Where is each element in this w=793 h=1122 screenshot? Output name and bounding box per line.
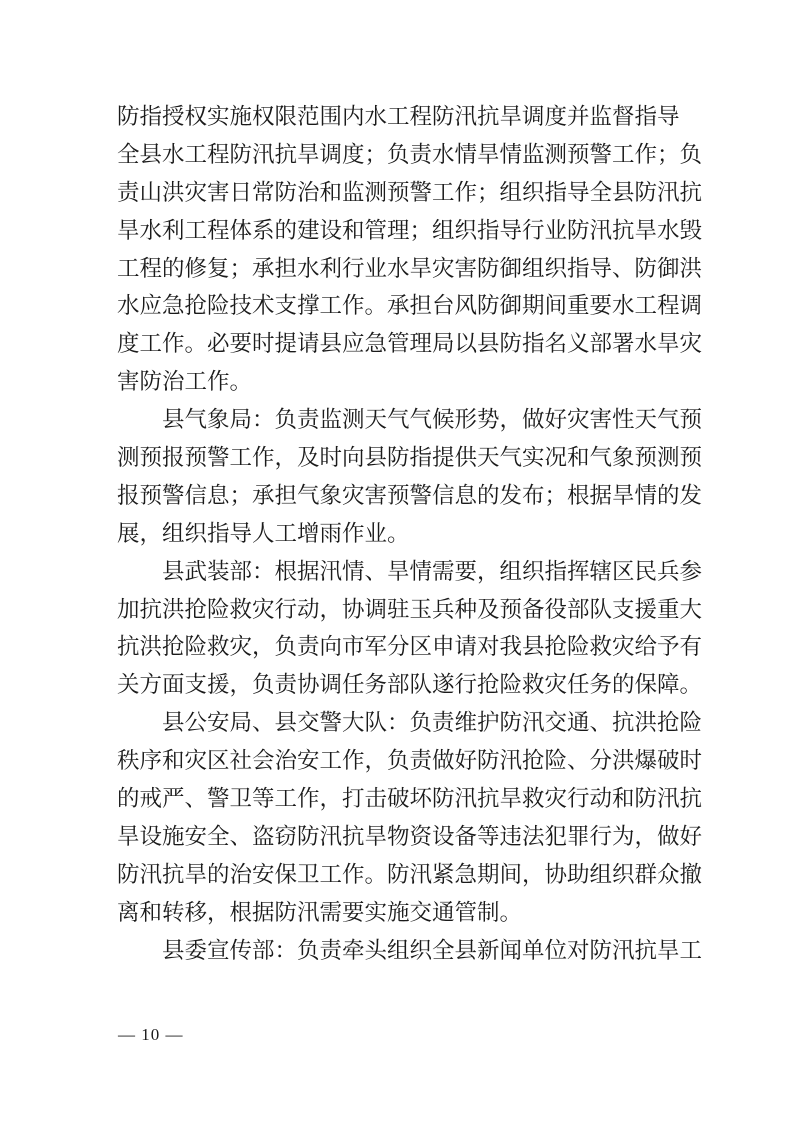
text-line: 秩序和灾区社会治安工作，负责做好防汛抢险、分洪爆破时 (117, 748, 703, 775)
text-line: 害防治工作。 (117, 369, 253, 396)
page-number: — 10 — (118, 1025, 184, 1044)
text-line: 工程的修复；承担水利行业水旱灾害防御组织指导、防御洪 (117, 255, 703, 282)
text-line: 旱水利工程体系的建设和管理；组织指导行业防汛抗旱水毁 (117, 217, 703, 244)
text-line: 县气象局：负责监测天气气候形势，做好灾害性天气预 (162, 407, 703, 434)
text-line: 防汛抗旱的治安保卫工作。防汛紧急期间，协助组织群众撤 (117, 861, 703, 888)
paragraph-water-bureau (117, 99, 703, 402)
text-line: 全县水工程防汛抗旱调度；负责水情旱情监测预警工作；负 (117, 141, 703, 168)
paragraph-propaganda-department (117, 933, 703, 971)
text-line: 离和转移，根据防汛需要实施交通管制。 (117, 899, 523, 926)
text-line: 测预报预警工作，及时向县防指提供天气实况和气象预测预 (117, 445, 703, 472)
text-line: 责山洪灾害日常防治和监测预警工作；组织指导全县防汛抗 (117, 179, 703, 206)
text-line: 报预警信息；承担气象灾害预警信息的发布；根据旱情的发 (117, 482, 703, 509)
text-line: 的戒严、警卫等工作，打击破坏防汛抗旱救灾行动和防汛抗 (117, 786, 703, 813)
text-line: 抗洪抢险救灾，负责向市军分区申请对我县抢险救灾给予有 (117, 634, 703, 661)
paragraph-public-security-bureau (117, 705, 703, 932)
text-line: 展，组织指导人工增雨作业。 (117, 520, 410, 547)
paragraph-meteorological-bureau (117, 402, 703, 554)
text-line: 度工作。必要时提请县应急管理局以县防指名义部署水旱灾 (117, 331, 703, 358)
document-body (117, 99, 703, 970)
text-line: 县武装部：根据汛情、旱情需要，组织指挥辖区民兵参 (162, 558, 703, 585)
text-line: 水应急抢险技术支撑工作。承担台风防御期间重要水工程调 (117, 293, 703, 320)
text-line: 防指授权实施权限范围内水工程防汛抗旱调度并监督指导 (117, 104, 680, 130)
text-line: 县公安局、县交警大队：负责维护防汛交通、抗洪抢险 (162, 710, 703, 737)
text-line: 关方面支援，负责协调任务部队遂行抢险救灾任务的保障。 (117, 672, 703, 699)
paragraph-armed-forces-department (117, 554, 703, 706)
text-line: 加抗洪抢险救灾行动，协调驻玉兵种及预备役部队支援重大 (117, 596, 703, 623)
text-line: 县委宣传部：负责牵头组织全县新闻单位对防汛抗旱工 (162, 937, 703, 964)
text-line: 旱设施安全、盗窃防汛抗旱物资设备等违法犯罪行为，做好 (117, 823, 703, 850)
